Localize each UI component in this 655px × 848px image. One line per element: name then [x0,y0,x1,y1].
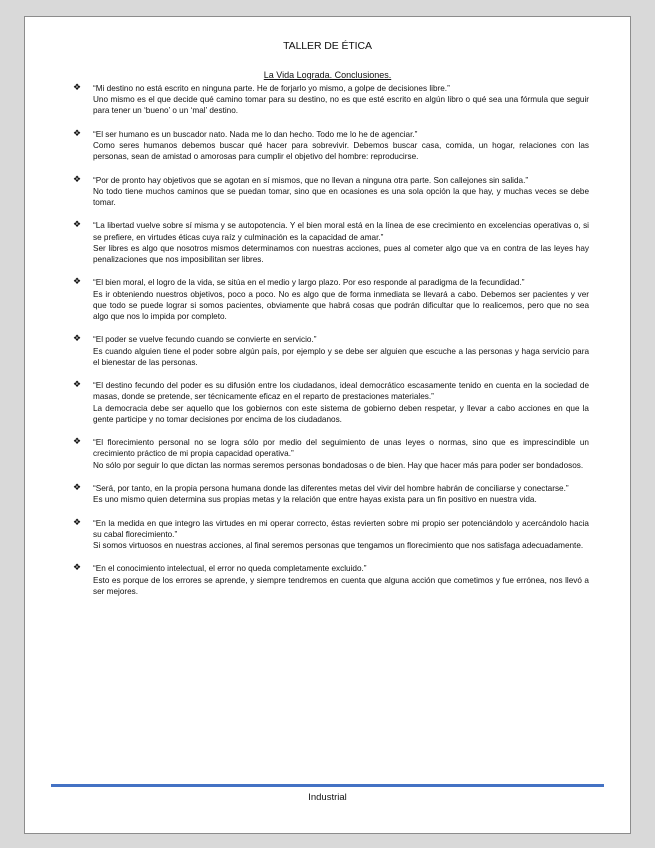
item-quote: “Será, por tanto, en la propia persona humana donde las diferentes metas del vivir del hombre habrán de conciliarse y conectarse.” [93,483,569,493]
item-comment: Uno mismo es el que decide qué camino tomar para su destino, no es que esté escrito en algún libro o qué sea una fórmula que seguir para tener un ‘bueno’ o un ‘mal’ destino. [93,95,589,116]
item-comment: Es cuando alguien tiene el poder sobre algún país, por ejemplo y se debe ser alguien que escuche a las personas y haga servicio para el bienestar de las personas. [93,346,589,367]
item-comment: Esto es porque de los errores se aprende, y siempre tendremos en cuenta que alguna acción que cometimos y fue errónea, nos llevó a ser mejores. [93,575,589,596]
document-subtitle: La Vida Lograda. Conclusiones. [263,70,392,80]
list-item [73,83,589,117]
conclusions-list [73,83,589,609]
footer-label: Industrial [308,792,347,803]
item-comment: La democracia debe ser aquello que los gobiernos con este sistema de gobierno deben respetar, y llevar a cabo acciones en que la gente participe y no tomar decisiones por encima de los ciudadanos. [93,403,589,424]
list-item [73,563,589,597]
bullet-icon: ❖ [73,563,82,574]
bullet-icon: ❖ [73,128,82,139]
list-item [73,380,589,425]
list-item [73,128,589,163]
list-item [73,437,589,471]
item-comment: Es ir obteniendo nuestros objetivos, poco a poco. No es algo que de forma inmediata se llevará a cabo. Debemos ser pacientes y ver que todo se puede lograr si somos pacientes, obviamente que habrá cosas que podrán dificultar que lo realicemos, pero que no sea algo que nos lo impida por completo. [93,289,589,321]
list-item [73,482,589,505]
item-comment: Si somos virtuosos en nuestras acciones, al final seremos personas que tengamos un florecimiento que nos satisfaga adecuadamente. [93,540,584,550]
footer-rule [51,784,604,787]
item-quote: “En la medida en que integro las virtudes en mi operar correcto, éstas revierten sobre mi propio ser potenciándolo y acercándolo hacia su cabal florecimiento.” [93,518,589,539]
bullet-icon: ❖ [73,482,82,493]
item-comment: No sólo por seguir lo que dictan las normas seremos personas bondadosas o de bien. Hay que hacer más para poder ser bondadosos. [93,460,584,470]
item-comment: Es uno mismo quien determina sus propias metas y la relación que entre hayas exista para un fin positivo en nuestra vida. [93,495,537,505]
item-quote: “El florecimiento personal no se logra sólo por medio del seguimiento de unas leyes o normas, sino que es imprescindible un crecimiento práctico de mi propia capacidad operativa.” [93,438,589,459]
item-comment: Ser libres es algo que nosotros mismos determinamos con nuestras acciones, pues al cometer algo que va en contra de las leyes hay penalizaciones que nos imposibilitan ser libres. [93,243,589,264]
document-title: TALLER DE ÉTICA [283,40,372,52]
bullet-icon: ❖ [73,334,82,345]
item-quote: “El ser humano es un buscador nato. Nada me lo dan hecho. Todo me lo he de agenciar.” [93,129,418,139]
item-quote: “En el conocimiento intelectual, el error no queda completamente excluido.” [93,564,367,574]
item-quote: “Mi destino no está escrito en ninguna parte. He de forjarlo yo mismo, a golpe de decisiones libre.” [93,84,450,93]
list-item [73,334,589,368]
item-quote: “El poder se vuelve fecundo cuando se convierte en servicio.” [93,335,317,345]
bullet-icon: ❖ [73,83,82,93]
bullet-icon: ❖ [73,517,82,528]
bullet-icon: ❖ [73,220,82,231]
item-quote: “La libertad vuelve sobre sí misma y se autopotencia. Y el bien moral está en la línea de ese crecimiento en excelencias operativas o, si se prefiere, en virtudes éticas cuya raíz y culminación es la capacidad de amar.” [93,221,589,242]
list-item [73,174,589,209]
list-item [73,517,589,552]
list-item [73,277,589,322]
document-page [24,16,631,834]
bullet-icon: ❖ [73,380,82,391]
item-quote: “Por de pronto hay objetivos que se agotan en sí mismos, que no llevan a ninguna otra parte. Son callejones sin salida.” [93,175,529,185]
bullet-icon: ❖ [73,437,82,448]
item-quote: “El bien moral, el logro de la vida, se sitúa en el medio y largo plazo. Por eso responde al paradigma de la fecundidad.” [93,278,525,288]
bullet-icon: ❖ [73,174,82,185]
list-item [73,220,589,265]
item-quote: “El destino fecundo del poder es su difusión entre los ciudadanos, ideal democrático escasamente tenido en cuenta en la sociedad de masas, donde se pretende, ser técnicamente eficaz en el reparto de prestaciones materiales.” [93,381,589,402]
bullet-icon: ❖ [73,277,82,288]
item-comment: No todo tiene muchos caminos que se puedan tomar, sino que en ocasiones es una sola opción la que hay, y muchas veces se debe tomar. [93,186,589,207]
item-comment: Como seres humanos debemos buscar qué hacer para sobrevivir. Debemos buscar casa, comida, un hogar, relaciones con las personas, sean de amistad o amorosas para cumplir el objetivo del hombre: reproducirse. [93,141,589,162]
